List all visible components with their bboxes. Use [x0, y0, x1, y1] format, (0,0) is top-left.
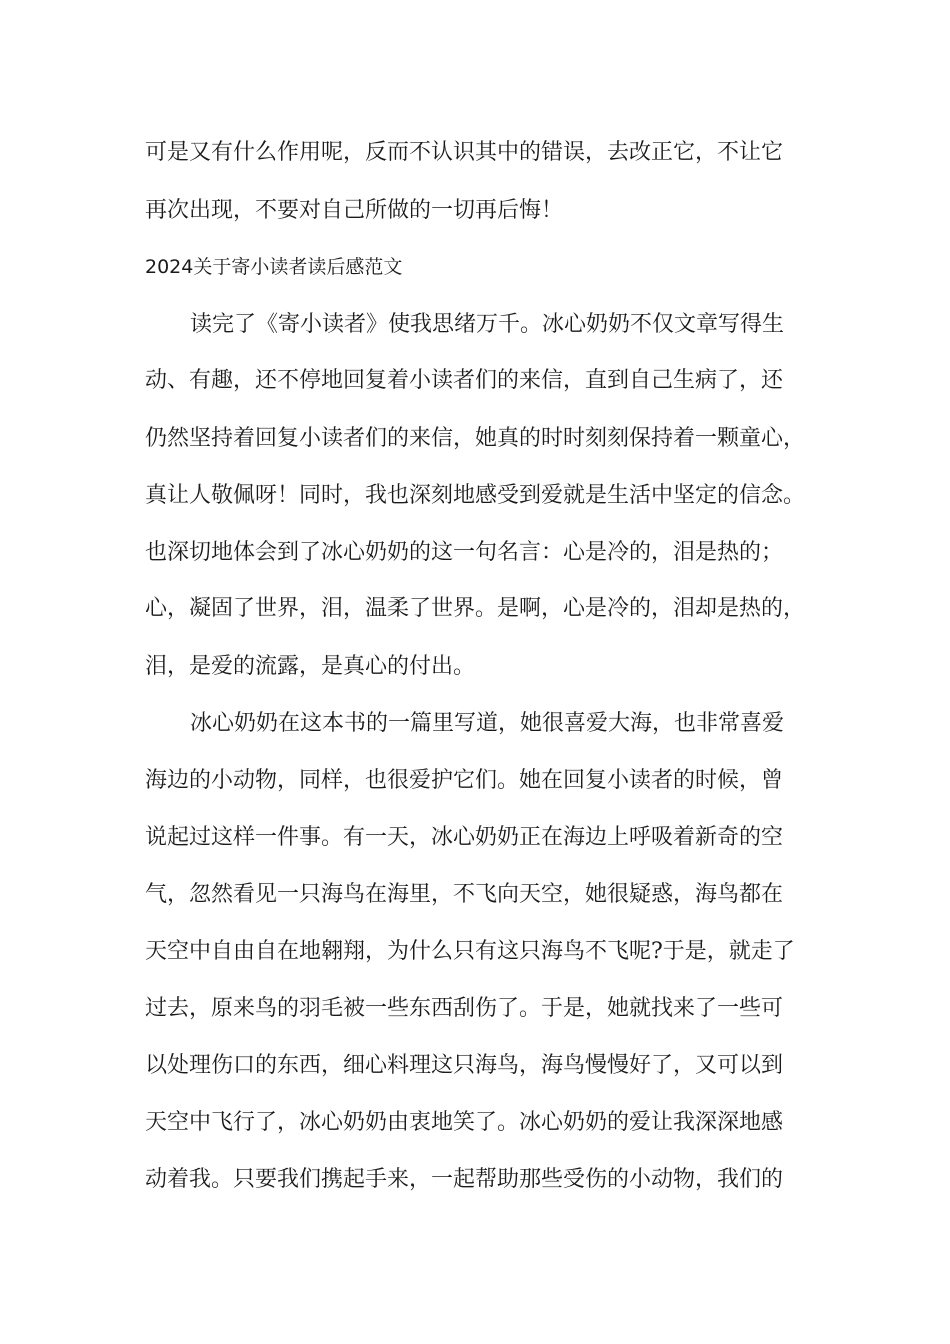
text-line: 真让人敬佩呀！同时，我也深刻地感受到爱就是生活中坚定的信念。: [145, 483, 806, 508]
text-line: 泪，是爱的流露，是真心的付出。: [145, 654, 476, 679]
text-line: 读完了《寄小读者》使我思绪万千。冰心奶奶不仅文章写得生: [190, 312, 785, 337]
text-line: 心，凝固了世界，泪，温柔了世界。是啊，心是冷的，泪却是热的，: [145, 596, 806, 621]
text-line: 冰心奶奶在这本书的一篇里写道，她很喜爱大海，也非常喜爱: [190, 711, 785, 736]
text-line: 过去，原来鸟的羽毛被一些东西刮伤了。于是，她就找来了一些可: [145, 996, 784, 1021]
text-line: 再次出现，不要对自己所做的一切再后悔！: [145, 198, 564, 223]
text-line: 也深切地体会到了冰心奶奶的这一句名言：心是冷的，泪是热的；: [145, 540, 784, 565]
text-line: 天空中飞行了，冰心奶奶由衷地笑了。冰心奶奶的爱让我深深地感: [145, 1110, 784, 1135]
section-heading: 2024关于寄小读者读后感范文: [145, 256, 403, 278]
text-line: 仍然坚持着回复小读者们的来信，她真的时时刻刻保持着一颗童心，: [145, 426, 806, 451]
text-line: 动、有趣，还不停地回复着小读者们的来信，直到自己生病了，还: [145, 368, 784, 393]
text-line: 以处理伤口的东西，细心料理这只海鸟，海鸟慢慢好了，又可以到: [145, 1053, 784, 1078]
text-line: 可是又有什么作用呢，反而不认识其中的错误，去改正它，不让它: [145, 140, 784, 165]
text-line: 海边的小动物，同样，也很爱护它们。她在回复小读者的时候，曾: [145, 768, 784, 793]
text-line: 说起过这样一件事。有一天，冰心奶奶正在海边上呼吸着新奇的空: [145, 825, 784, 850]
text-line: 气，忽然看见一只海鸟在海里，不飞向天空，她很疑惑，海鸟都在: [145, 882, 784, 907]
text-line: 天空中自由自在地翱翔，为什么只有这只海鸟不飞呢?于是，就走了: [145, 939, 795, 964]
text-line: 动着我。只要我们携起手来，一起帮助那些受伤的小动物，我们的: [145, 1167, 784, 1192]
